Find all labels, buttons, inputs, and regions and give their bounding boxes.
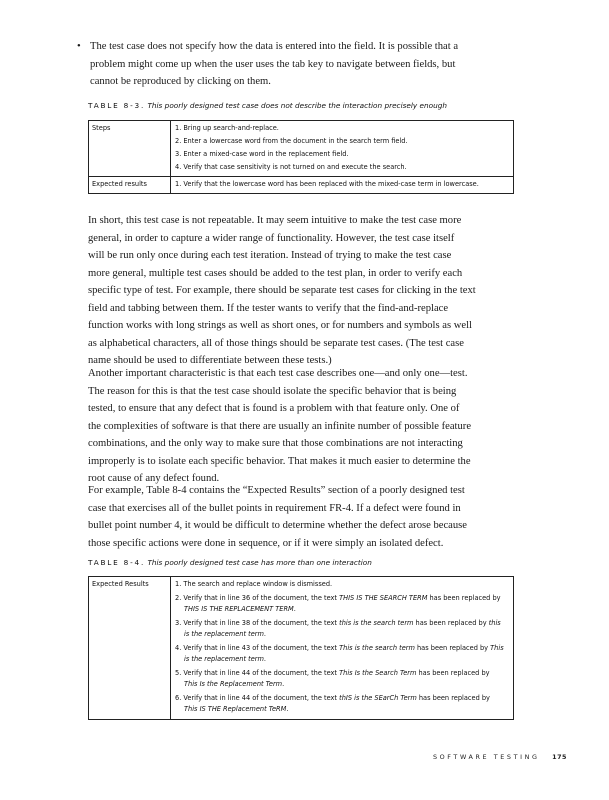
expected-item — [175, 617, 513, 642]
bullet-line: problem might come up when the user uses the tab key to navigate between fields, but — [90, 58, 456, 70]
text-line: tested, to ensure that any defect that is found is a problem with that feature only. One of — [88, 403, 460, 414]
text-line: Another important characteristic is that each test case describes one—and only one—test. — [88, 368, 468, 379]
bullet-paragraph — [77, 38, 522, 91]
item-text: 1. The search and replace window is dismissed. — [175, 580, 333, 588]
text-line: general, in order to capture a wider range of functionality. However, the test case itself — [88, 232, 455, 244]
text-line: the complexities of software is that there are usually an infinite number of possible feature — [88, 420, 472, 432]
steps-cell — [171, 121, 514, 177]
page-footer — [433, 753, 567, 761]
text-line: those specific actions were done in sequence, or if it were simply an isolated defect. — [88, 537, 444, 549]
text-line: field and tabbing between them. If the tester wants to verify that the find-and-replace — [88, 302, 449, 314]
text-line: specific type of test. For example, there should be separate test cases for clicking in the text — [88, 285, 476, 296]
table-row — [89, 577, 514, 720]
item-replacement-term: this — [488, 619, 501, 627]
table-row — [89, 177, 514, 194]
item-search-term: This is the search term — [339, 644, 415, 652]
text-line: function works with long strings as well as short ones, or for numbers and symbols as well — [88, 320, 472, 331]
item-period: . — [286, 705, 289, 713]
item-replacement-term: This — [490, 644, 504, 652]
row-header-expected-results: Expected Results — [89, 577, 171, 720]
item-search-term: This Is the Search Term — [339, 669, 417, 677]
expected-item — [175, 578, 513, 592]
running-title: SOFTWARE TESTING — [432, 753, 540, 761]
text-line: as alphabetical characters, all of those things should be separate test cases. (The test case — [88, 337, 464, 349]
bullet-line: cannot be reproduced by clicking on them. — [90, 76, 271, 87]
item-period: . — [263, 630, 267, 638]
step-item: 2. Enter a lowercase word from the document in the search term field. — [175, 137, 408, 145]
item-continuation — [175, 654, 513, 665]
text-line: In short, this test case is not repeatable. It may seem intuitive to make the test case more — [88, 215, 462, 226]
step-item: 3. Enter a mixed-case word in the replacement field. — [175, 150, 349, 158]
item-text: has been replaced by — [416, 694, 490, 702]
expected-item: 1. Verify that the lowercase word has been replaced with the mixed-case term in lowercase. — [175, 180, 479, 188]
item-replacement-term: This IS THE Replacement TeRM — [184, 705, 287, 713]
item-text: 6. Verify that in line 44 of the document, the text — [175, 694, 340, 702]
item-search-term: this is the search term — [339, 619, 414, 627]
table-8-4-caption — [88, 558, 528, 567]
page-number: 175 — [552, 753, 567, 761]
text-line: combinations, and the only way to make sure that those combinations are not interacting — [88, 438, 463, 449]
item-continuation — [175, 604, 513, 615]
item-continuation — [175, 704, 513, 715]
item-text: has been replaced by — [416, 669, 490, 677]
item-period: . — [263, 655, 267, 663]
item-text: 3. Verify that in line 38 of the document, the text — [175, 619, 340, 627]
text-line: bullet point number 4, it would be difficult to determine whether the defect arose because — [88, 520, 467, 531]
item-text: 2. Verify that in line 36 of the document, the text — [175, 594, 340, 602]
bullet-marker: • — [77, 41, 81, 52]
item-text: has been replaced by — [414, 644, 491, 652]
text-line: improperly is to isolate each specific behavior. That makes it much easier to determine the — [88, 455, 471, 467]
expected-cell — [171, 177, 514, 194]
body-paragraph-1 — [88, 212, 528, 370]
table-8-3 — [88, 120, 514, 194]
item-search-term: THIS IS THE SEARCH TERM — [339, 594, 428, 602]
text-line: root cause of any defect found. — [88, 473, 220, 484]
item-period: . — [282, 680, 285, 688]
item-text: has been replaced by — [427, 594, 501, 602]
item-text: 4. Verify that in line 43 of the document, the text — [175, 644, 340, 652]
expected-results-cell — [171, 577, 514, 720]
item-replacement-term: This Is the Replacement Term — [184, 680, 283, 688]
text-line: will be run only once during each test iteration. Instead of trying to make the test case — [88, 250, 452, 261]
table-8-3-caption — [88, 101, 528, 110]
text-line: more general, multiple test cases should be added to the test plan, in order to verify each — [88, 267, 463, 279]
item-period: . — [293, 605, 296, 613]
row-header-steps: Steps — [89, 121, 171, 177]
text-line: The reason for this is that the test case should isolate the specific behavior that is being — [88, 385, 457, 397]
item-replacement-term: is the replacement term — [184, 655, 264, 663]
item-replacement-term: THIS IS THE REPLACEMENT TERM — [184, 605, 294, 613]
table-row — [89, 121, 514, 177]
table-8-3-label: TABLE 8-3. — [88, 101, 146, 110]
text-line: case that exercises all of the bullet points in requirement FR-4. If a defect were found in — [88, 502, 461, 514]
expected-item — [175, 667, 513, 692]
item-continuation — [175, 679, 513, 690]
table-8-3-caption-text: This poorly designed test case does not describe the interaction precisely enough — [147, 101, 448, 110]
step-item: 1. Bring up search-and-replace. — [175, 124, 279, 132]
row-header-expected: Expected results — [89, 177, 171, 194]
text-line: name should be used to differentiate between these tests.) — [88, 355, 332, 366]
item-search-term: thIS is the SEarCh Term — [339, 694, 417, 702]
item-text: has been replaced by — [413, 619, 489, 627]
table-8-4 — [88, 576, 514, 720]
expected-item — [175, 642, 513, 667]
bullet-line: The test case does not specify how the data is entered into the field. It is possible that a — [90, 41, 459, 52]
step-item: 4. Verify that case sensitivity is not turned on and execute the search. — [175, 163, 407, 171]
expected-item — [175, 592, 513, 617]
text-line: For example, Table 8-4 contains the “Expected Results” section of a poorly designed test — [88, 485, 465, 496]
item-text: 5. Verify that in line 44 of the document, the text — [175, 669, 340, 677]
table-8-4-caption-text: This poorly designed test case has more than one interaction — [147, 558, 372, 567]
body-paragraph-3 — [88, 482, 528, 552]
body-paragraph-2 — [88, 365, 528, 488]
item-continuation — [175, 629, 513, 640]
table-8-4-label: TABLE 8-4. — [88, 558, 146, 567]
item-replacement-term: is the replacement term — [184, 630, 264, 638]
expected-item — [175, 692, 513, 717]
